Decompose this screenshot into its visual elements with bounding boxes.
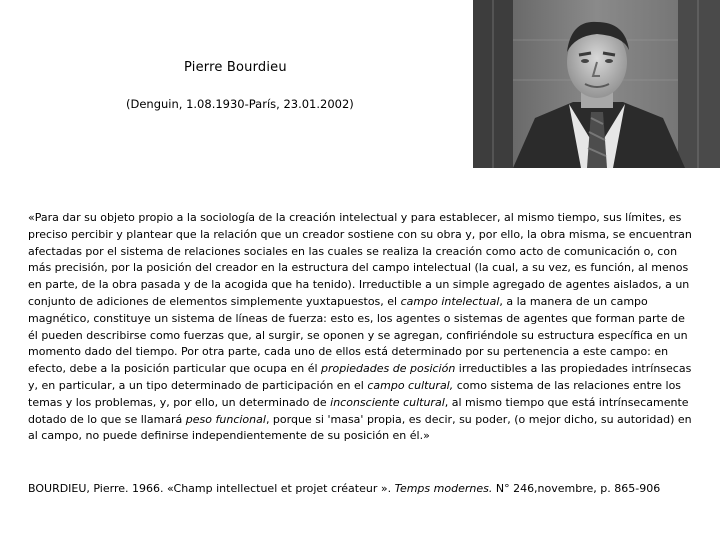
quote-italic-term: inconsciente cultural: [330, 395, 445, 409]
reference-prefix: BOURDIEU, Pierre. 1966. «Champ intellectuel et projet créateur ».: [28, 482, 395, 495]
author-name: Pierre Bourdieu: [184, 60, 287, 75]
quote-italic-term: campo cultural,: [367, 378, 454, 392]
quote-segment: «Para dar su objeto propio a la sociología de la creación intelectual y para establecer, al mismo tiempo, sus límites, es preciso percibir y plantear que la relación que un creador sostiene con su obra y, por ello, la obra misma, se encuentran afectadas por el sistema de relaciones sociales en las cuales se realiza la creación como acto de comunicación o, con más precisión, por la posición del creador en la estructura del campo intelectual (la cual, a su vez, es función, al menos en parte, de la obra pasada y de la acogida que ha tenido). Irreductible a un simple agregado de agentes aislados, a un conjunto de adiciones de elementos simplemente yuxtapuestos, el: [28, 211, 692, 308]
author-dates: (Denguin, 1.08.1930-París, 23.01.2002): [126, 97, 354, 111]
quote-italic-term: peso funcional: [185, 412, 266, 426]
quote-segment: , a la manera de un campo magnético, constituye un sistema de líneas de fuerza: esto es, los agentes o sistemas de agentes que forman parte de él pueden describirse como fuerzas que, al surgir, se oponen y se agregan, confiriéndole su estructura específica en un momento dado del tiempo. Por otra parte, cada uno de ellos está determinado por su pertenencia a este campo: en efecto, debe a la posición particular que ocupa en él: [28, 294, 688, 376]
reference-journal: Temps modernes.: [394, 482, 493, 495]
portrait-photo: [473, 0, 720, 168]
quote-text: [28, 210, 693, 445]
portrait-image: [473, 0, 720, 168]
reference-suffix: N° 246,novembre, p. 865-906: [492, 482, 661, 495]
quote-italic-term: propiedades de posición: [321, 362, 456, 376]
quote-segment: irreductibles a las propiedades intrínsecas y, en particular, a un tipo determinado de participación en el: [28, 362, 692, 392]
bibliographic-reference: [28, 482, 718, 495]
quote-italic-term: campo intelectual: [400, 294, 500, 308]
quote-segment: como sistema de las relaciones entre los temas y los problemas, y, por ello, un determinado de: [28, 378, 682, 409]
quote-segment: , al mismo tiempo que está intrínsecamente dotado de lo que se llamará: [28, 395, 689, 426]
quote-segment: , porque si 'masa' propia, es decir, su poder, (o mejor dicho, su autoridad) en al campo, no puede definirse independientemente de su posición en él.»: [28, 412, 692, 443]
